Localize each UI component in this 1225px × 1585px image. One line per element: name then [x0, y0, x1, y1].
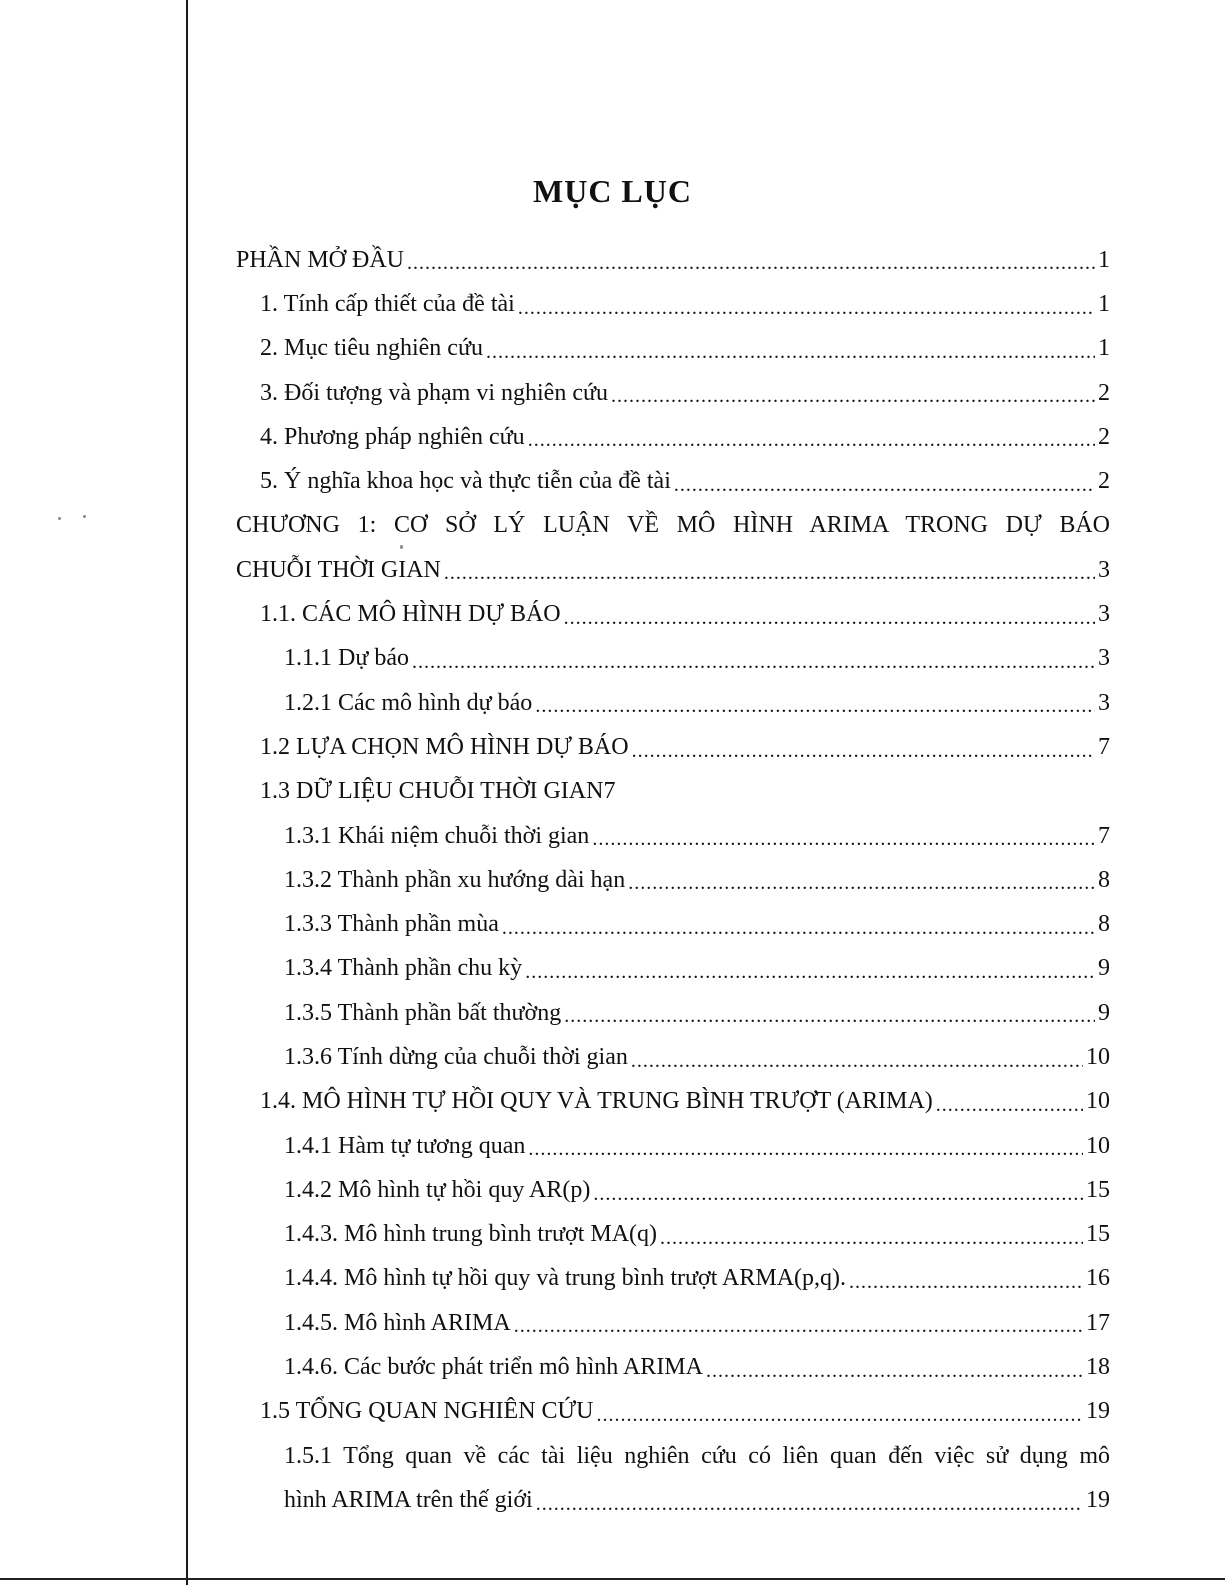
- page-bottom-edge: [0, 1578, 1225, 1580]
- toc-page-number: 15: [1086, 1221, 1110, 1248]
- toc-dot-leader: [706, 1361, 1083, 1390]
- toc-entry[interactable]: [236, 637, 1110, 681]
- toc-entry-title: hình ARIMA trên thế giới: [284, 1486, 533, 1513]
- toc-dot-leader: [936, 1095, 1083, 1124]
- toc-entry[interactable]: [236, 592, 1110, 636]
- toc-entry-title: CHUỖI THỜI GIAN: [236, 556, 441, 583]
- toc-entry[interactable]: [236, 947, 1110, 991]
- toc-entry[interactable]: [236, 1434, 1110, 1478]
- toc-entry[interactable]: [236, 459, 1110, 503]
- toc-page-number: 3: [1098, 645, 1110, 672]
- toc-page-number: 10: [1086, 1132, 1110, 1159]
- toc-entry[interactable]: [236, 327, 1110, 371]
- toc-dot-leader: [528, 1139, 1083, 1168]
- toc-dot-leader: [486, 342, 1095, 371]
- toc-page-number: 1: [1098, 290, 1110, 317]
- toc-entry-title: 1.3.1 Khái niệm chuỗi thời gian: [284, 822, 590, 849]
- toc-page-number: 10: [1086, 1043, 1110, 1070]
- toc-dot-leader: [632, 741, 1095, 770]
- scan-speck: [58, 517, 61, 520]
- toc-entry-title: 1.5.1 Tổng quan về các tài liệu nghiên cứu có liên quan đến việc sử dụng mô: [284, 1442, 1110, 1469]
- toc-entry[interactable]: [236, 1301, 1110, 1345]
- toc-entry-title: 3. Đối tượng và phạm vi nghiên cứu: [260, 379, 608, 406]
- toc-page-number: 8: [1098, 911, 1110, 938]
- toc-entry[interactable]: [236, 238, 1110, 282]
- toc-page-number: 2: [1098, 423, 1110, 450]
- toc-dot-leader: [535, 696, 1095, 725]
- toc-entry[interactable]: [236, 371, 1110, 415]
- toc-page-number: 3: [1098, 556, 1110, 583]
- toc-entry-title: 1. Tính cấp thiết của đề tài: [260, 290, 515, 317]
- toc-dot-leader: [502, 918, 1095, 947]
- toc-entry-title: 1.1. CÁC MÔ HÌNH DỰ BÁO: [260, 601, 561, 628]
- toc-entry[interactable]: [236, 991, 1110, 1035]
- toc-entry-title: 1.5 TỔNG QUAN NGHIÊN CỨU: [260, 1398, 594, 1425]
- table-of-contents: [236, 238, 1110, 1523]
- toc-entry-title: 4. Phương pháp nghiên cứu: [260, 423, 525, 450]
- toc-dot-leader: [592, 829, 1095, 858]
- toc-entry-title: PHẦN MỞ ĐẦU: [236, 246, 405, 273]
- page-title: MỤC LỤC: [533, 173, 692, 210]
- toc-entry-title: 1.2 LỰA CHỌN MÔ HÌNH DỰ BÁO: [260, 733, 629, 760]
- toc-entry-title: 1.3.6 Tính dừng của chuỗi thời gian: [284, 1043, 628, 1070]
- toc-page-number: 19: [1086, 1398, 1110, 1425]
- toc-entry[interactable]: [236, 1168, 1110, 1212]
- toc-entry-title: 5. Ý nghĩa khoa học và thực tiễn của đề tài: [260, 468, 671, 495]
- toc-dot-leader: [407, 253, 1095, 282]
- toc-dot-leader: [412, 652, 1095, 681]
- toc-dot-leader: [849, 1272, 1083, 1301]
- toc-dot-leader: [660, 1228, 1083, 1257]
- toc-entry[interactable]: [236, 1478, 1110, 1522]
- binding-edge-line: [186, 0, 188, 1585]
- toc-dot-leader: [525, 962, 1095, 991]
- toc-entry-title: 1.3.4 Thành phần chu kỳ: [284, 955, 523, 982]
- toc-entry[interactable]: [236, 1257, 1110, 1301]
- toc-entry-title: 1.3.5 Thành phần bất thường: [284, 999, 562, 1026]
- toc-page-number: 9: [1098, 999, 1110, 1026]
- scan-speck: [83, 515, 86, 518]
- toc-entry-title: 1.4.5. Mô hình ARIMA: [284, 1309, 511, 1336]
- toc-entry[interactable]: [236, 770, 1110, 814]
- toc-entry-title: 1.4. MÔ HÌNH TỰ HỒI QUY VÀ TRUNG BÌNH TRƯỢT (ARIMA): [260, 1088, 933, 1115]
- toc-entry[interactable]: [236, 814, 1110, 858]
- toc-entry-title: 1.4.1 Hàm tự tương quan: [284, 1132, 526, 1159]
- toc-page-number: 2: [1098, 379, 1110, 406]
- toc-page-number: 16: [1086, 1265, 1110, 1292]
- toc-page-number: 9: [1098, 955, 1110, 982]
- toc-dot-leader: [564, 1006, 1095, 1035]
- toc-page-number: 2: [1098, 468, 1110, 495]
- toc-dot-leader: [631, 1051, 1083, 1080]
- toc-entry-title: 1.1.1 Dự báo: [284, 645, 409, 672]
- toc-entry-title: 1.4.2 Mô hình tự hồi quy AR(p): [284, 1176, 591, 1203]
- toc-page-number: 7: [1098, 822, 1110, 849]
- toc-entry[interactable]: [236, 1124, 1110, 1168]
- toc-entry-title: 1.3 DỮ LIỆU CHUỖI THỜI GIAN7: [260, 778, 616, 805]
- toc-entry[interactable]: [236, 1345, 1110, 1389]
- toc-dot-leader: [536, 1494, 1083, 1523]
- toc-dot-leader: [593, 1184, 1083, 1213]
- toc-page-number: 3: [1098, 601, 1110, 628]
- toc-entry[interactable]: [236, 681, 1110, 725]
- toc-entry-title: 1.4.6. Các bước phát triển mô hình ARIMA: [284, 1354, 703, 1381]
- toc-dot-leader: [611, 386, 1095, 415]
- toc-dot-leader: [564, 608, 1095, 637]
- toc-dot-leader: [597, 1405, 1084, 1434]
- toc-entry-title: 1.3.2 Thành phần xu hướng dài hạn: [284, 866, 626, 893]
- toc-entry-title: 1.2.1 Các mô hình dự báo: [284, 689, 533, 716]
- toc-entry[interactable]: [236, 858, 1110, 902]
- toc-entry[interactable]: [236, 282, 1110, 326]
- toc-dot-leader: [514, 1316, 1083, 1345]
- toc-page-number: 15: [1086, 1176, 1110, 1203]
- toc-entry[interactable]: [236, 504, 1110, 548]
- toc-entry[interactable]: [236, 415, 1110, 459]
- toc-page-number: 18: [1086, 1354, 1110, 1381]
- toc-dot-leader: [444, 563, 1095, 592]
- toc-dot-leader: [528, 430, 1095, 459]
- toc-page-number: 10: [1086, 1088, 1110, 1115]
- toc-entry[interactable]: [236, 725, 1110, 769]
- toc-entry[interactable]: [236, 1035, 1110, 1079]
- toc-entry[interactable]: [236, 902, 1110, 946]
- toc-entry-title: 1.4.3. Mô hình trung bình trượt MA(q): [284, 1221, 658, 1248]
- toc-entry[interactable]: [236, 1213, 1110, 1257]
- toc-dot-leader: [518, 298, 1095, 327]
- toc-dot-leader: [674, 475, 1095, 504]
- toc-page-number: 7: [1098, 733, 1110, 760]
- toc-entry[interactable]: [236, 1390, 1110, 1434]
- toc-page-number: 8: [1098, 866, 1110, 893]
- toc-entry-title: 1.3.3 Thành phần mùa: [284, 911, 499, 938]
- toc-page-number: 19: [1086, 1486, 1110, 1513]
- toc-entry[interactable]: [236, 1080, 1110, 1124]
- toc-page-number: 17: [1086, 1309, 1110, 1336]
- toc-dot-leader: [628, 873, 1095, 902]
- toc-page-number: 3: [1098, 689, 1110, 716]
- toc-entry-title: 2. Mục tiêu nghiên cứu: [260, 335, 483, 362]
- toc-entry-title: 1.4.4. Mô hình tự hồi quy và trung bình trượt ARMA(p,q).: [284, 1265, 847, 1292]
- toc-page-number: 1: [1098, 246, 1110, 273]
- toc-page-number: 1: [1098, 335, 1110, 362]
- toc-entry[interactable]: [236, 548, 1110, 592]
- toc-entry-title: CHƯƠNG 1: CƠ SỞ LÝ LUẬN VỀ MÔ HÌNH ARIMA TRONG DỰ BÁO: [236, 512, 1110, 539]
